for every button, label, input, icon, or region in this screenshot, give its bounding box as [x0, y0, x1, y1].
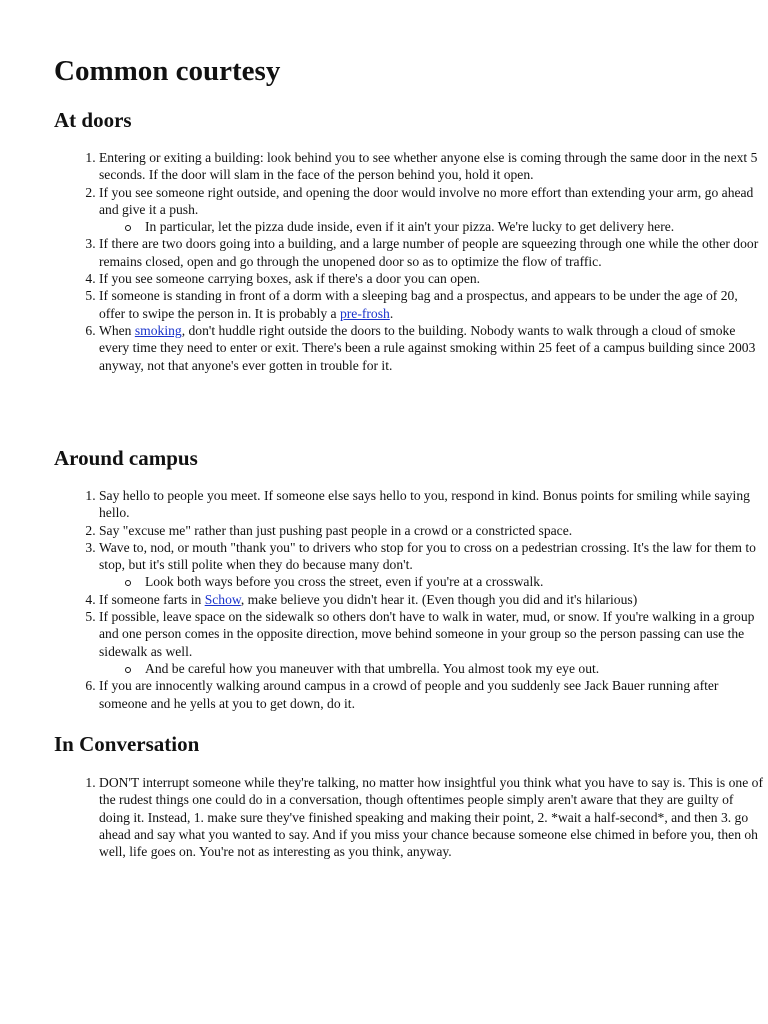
- list-item-text: If you see someone right outside, and opening the door would involve no more effort than extending your arm, go ahead and give it a push.: [99, 184, 754, 217]
- page-title: Common courtesy: [54, 55, 281, 87]
- list-item-text: , don't huddle right outside the doors to the building. Nobody wants to walk through a cloud of smoke every time they need to enter or exit. There's been a rule against smoking within 25 feet of a campus building since 2003 anyway, not that anyone's ever gotten in trouble for it.: [99, 322, 756, 373]
- smoking-link[interactable]: smoking: [134, 322, 182, 338]
- list-item-text: If someone farts in: [99, 591, 205, 607]
- doors-list: [54, 149, 764, 374]
- list-item-text: Wave to, nod, or mouth "thank you" to drivers who stop for you to cross on a pedestrian crossing. It's the law for them to stop, but it's still polite when they do because many don't.: [99, 539, 756, 573]
- sub-list-item: Look both ways before you cross the street, even if you're at a crosswalk.: [145, 573, 764, 590]
- list-item-text: .: [389, 305, 394, 321]
- list-item: [99, 591, 764, 608]
- pre-frosh-link[interactable]: pre-frosh: [339, 305, 390, 321]
- section-heading-campus: Around campus: [54, 446, 198, 470]
- sub-list: [99, 218, 764, 235]
- sub-list-item: In particular, let the pizza dude inside, even if it ain't your pizza. We're lucky to get delivery here.: [145, 218, 764, 235]
- list-item: [99, 539, 764, 591]
- section-heading-conversation: In Conversation: [54, 732, 200, 756]
- list-item: 6. If you are innocently walking around campus in a crowd of people and you suddenly see Jack Bauer running after someone and he yells at you to get down, do it.: [99, 677, 764, 712]
- sub-list: [99, 573, 764, 590]
- conversation-list: [54, 774, 764, 860]
- list-item: [99, 287, 764, 322]
- sub-list: [99, 660, 764, 677]
- list-item-text: When: [99, 322, 135, 338]
- sub-list-item: And be careful how you maneuver with that umbrella. You almost took my eye out.: [145, 660, 764, 677]
- section-heading-doors: At doors: [54, 108, 132, 132]
- list-item-text: If someone is standing in front of a dorm with a sleeping bag and a prospectus, and appears to be under the age of 20, offer to swipe the person in. It is probably a: [99, 288, 738, 321]
- schow-link[interactable]: Schow: [204, 591, 241, 607]
- campus-list: [54, 487, 764, 712]
- list-item: 4. If you see someone carrying boxes, ask if there's a door you can open.: [99, 270, 764, 287]
- list-item-text: , make believe you didn't hear it. (Even though you did and it's hilarious): [240, 591, 638, 607]
- list-item: 1. Say hello to people you meet. If someone else says hello to you, respond in kind. Bonus points for smiling while saying hello.: [99, 487, 764, 522]
- list-item: [99, 184, 764, 236]
- list-item: 2. Say "excuse me" rather than just pushing past people in a crowd or a constricted space.: [99, 522, 764, 539]
- list-item: [99, 608, 764, 677]
- list-item-text: If possible, leave space on the sidewalk so others don't have to walk in water, mud, or snow. If you're walking in a group and one person comes in the opposite direction, move behind someone in your group so the person passing can use the sidewalk as well.: [99, 609, 755, 659]
- list-item: 1. Entering or exiting a building: look behind you to see whether anyone else is coming through the same door in the next 5 seconds. If the door will slam in the face of the person behind you, hold it open.: [99, 149, 764, 184]
- list-item: 3. If there are two doors going into a building, and a large number of people are squeezing through one while the other door remains closed, open and go through the unopened door so as to optimize the flow of traffic.: [99, 235, 764, 270]
- list-item: [99, 322, 764, 374]
- list-item: 1. DON'T interrupt someone while they're talking, no matter how insightful you think what you have to say is. This is one of the rudest things one could do in a conversation, though oftentimes people simply aren't aware that they are guilty of doing it. Instead, 1. make sure they've finished speaking and making their point, 2. *wait a half-second*, and then 3. go ahead and say what you wanted to say. And if you miss your chance because someone else chimed in before you, then oh well, life goes on. You're not as interesting as you think, anyway.: [99, 774, 764, 860]
